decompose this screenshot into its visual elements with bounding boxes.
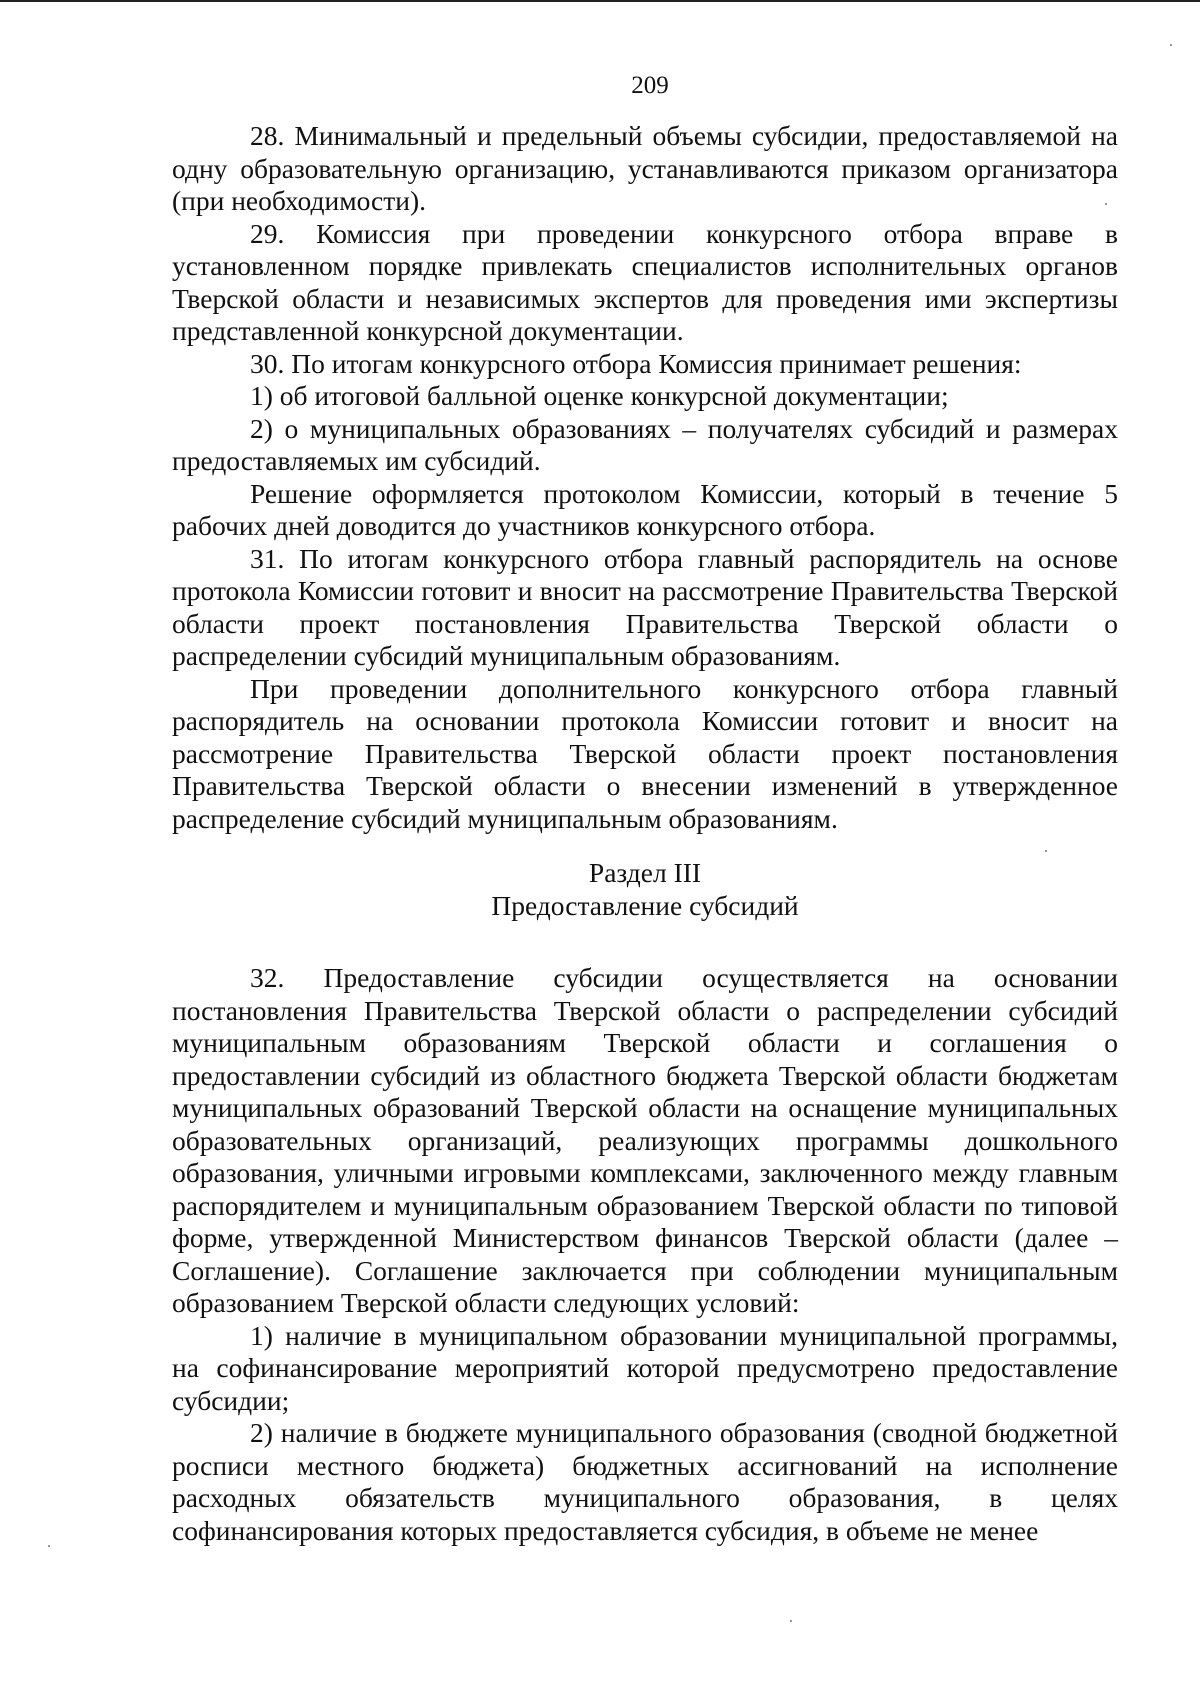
scan-speck bbox=[790, 1620, 792, 1622]
scan-speck bbox=[1170, 44, 1172, 46]
paragraph-28: 28. Минимальный и предельный объемы субсидии, предоставляемой на одну образовательную организацию, устанавливаются приказом организатора (при необходимости). bbox=[172, 120, 1118, 216]
paragraph-30: 30. По итогам конкурсного отбора Комиссия принимает решения: bbox=[250, 347, 1022, 379]
paragraph-32: 32. Предоставление субсидии осуществляется на основании постановления Правительства Тверской области о распределении субсидий муниципальным образованиям Тверской области и соглашения о предоставлении субсидий из областного бюджета Тверской области бюджетам муниципальных образований Тверской области на оснащение муниципальных образовательных организаций, реализующих программы дошкольного образования, уличными игровыми комплексами, заключенного между главным распорядителем и муниципальным образованием Тверской области по типовой форме, утвержденной Министерством финансов Тверской области (далее – Соглашение). Соглашение заключается при соблюдении муниципальным образованием Тверской области следующих условий: bbox=[172, 962, 1118, 1318]
paragraph-30-item-2: 2) о муниципальных образованиях – получателях субсидий и размерах предоставляемых им субсидий. bbox=[172, 412, 1118, 476]
document-body bbox=[172, 120, 1118, 1547]
scan-top-edge bbox=[0, 0, 1200, 2]
section-title: Предоставление субсидий bbox=[491, 889, 799, 921]
scan-speck bbox=[1045, 850, 1047, 852]
scan-speck bbox=[48, 1545, 50, 1547]
page-number: 209 bbox=[631, 72, 669, 99]
paragraph-32-item-2: 2) наличие в бюджете муниципального образования (сводной бюджетной росписи местного бюджета) бюджетных ассигнований на исполнение расходных обязательств муниципального образования, в целях софинансирования которых предоставляется субсидия, в объеме не менее bbox=[172, 1417, 1118, 1546]
paragraph-29: 29. Комиссия при проведении конкурсного отбора вправе в установленном порядке привлекать специалистов исполнительных органов Тверской области и независимых экспертов для проведения ими экспертизы представленной конкурсной документации. bbox=[172, 217, 1118, 346]
paragraph-decision: Решение оформляется протоколом Комиссии, который в течение 5 рабочих дней доводится до участников конкурсного отбора. bbox=[172, 477, 1118, 541]
paragraph-32-item-1: 1) наличие в муниципальном образовании муниципальной программы, на софинансирование мероприятий которой предусмотрено предоставление субсидии; bbox=[172, 1319, 1118, 1416]
paragraph-30-item-1: 1) об итоговой балльной оценке конкурсной документации; bbox=[250, 380, 949, 411]
section-number: Раздел III bbox=[588, 857, 702, 888]
paragraph-31: 31. По итогам конкурсного отбора главный распорядитель на основе протокола Комиссии готовит и вносит на рассмотрение Правительства Тверской области проект постановления Правительства Тверской области о распределении субсидий муниципальным образованиям. bbox=[172, 542, 1118, 671]
paragraph-additional-selection: При проведении дополнительного конкурсного отбора главный распорядитель на основании протокола Комиссии готовит и вносит на рассмотрение Правительства Тверской области проект постановления Правительства Тверской области о внесении изменений в утвержденное распределение субсидий муниципальным образованиям. bbox=[172, 672, 1118, 834]
scan-speck bbox=[1105, 203, 1107, 205]
